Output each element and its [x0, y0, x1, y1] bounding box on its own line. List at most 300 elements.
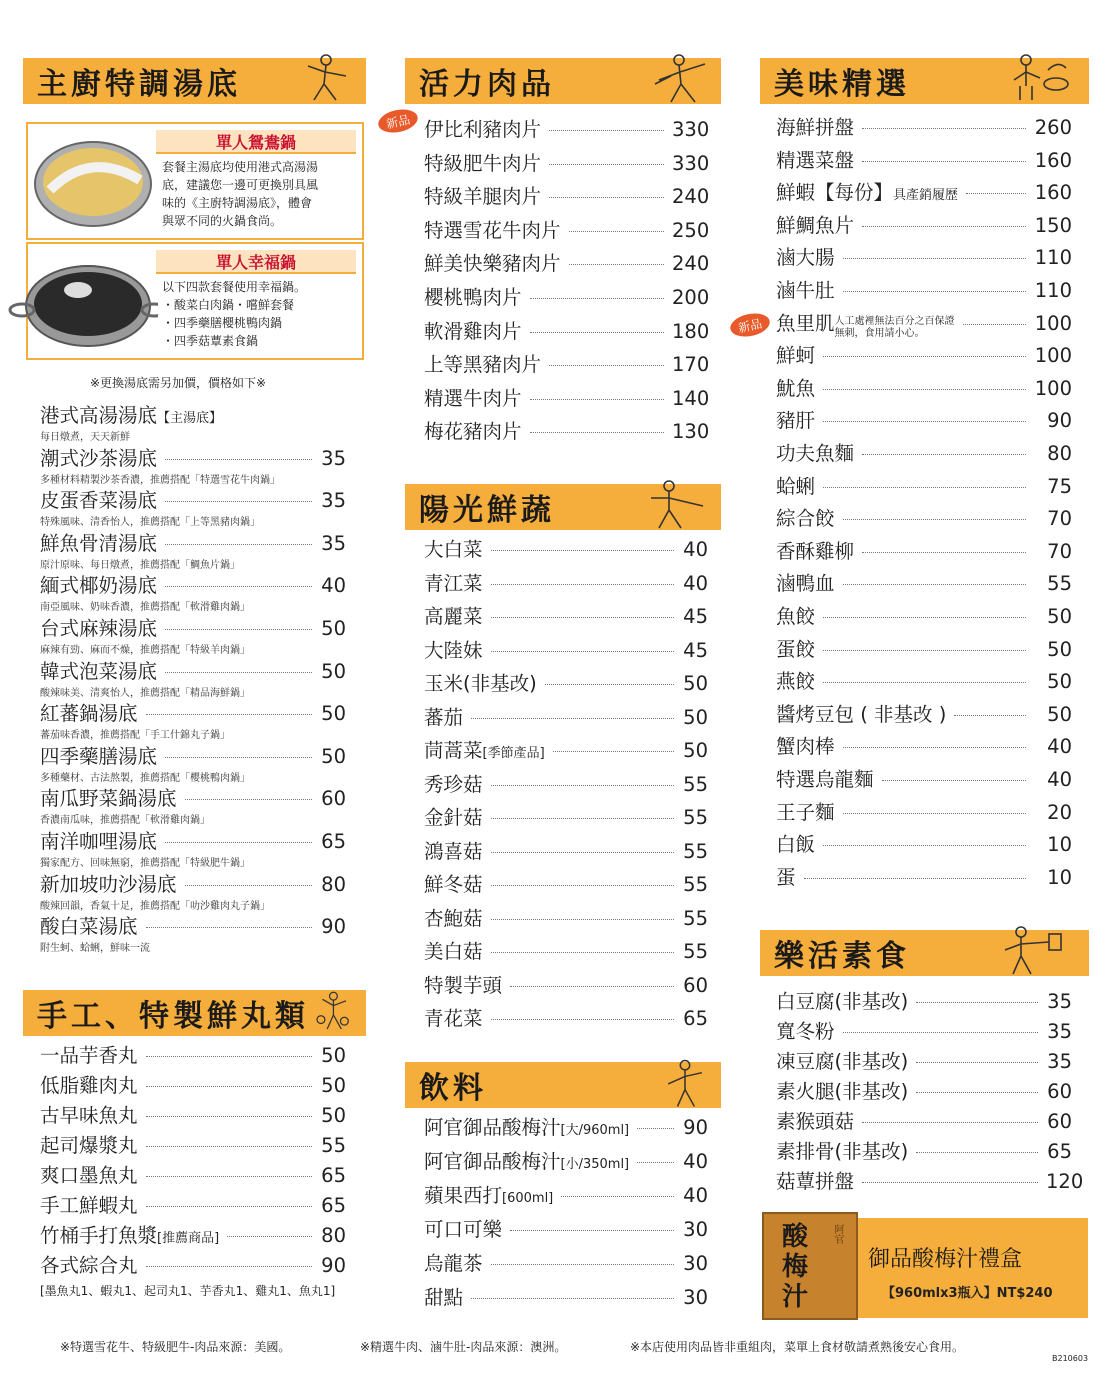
item-price: 35 [1047, 1020, 1072, 1043]
item-name: 蛋 [776, 865, 796, 889]
item-price: 60 [1047, 1110, 1072, 1133]
leader-dots [491, 651, 674, 652]
menu-item [40, 917, 346, 937]
item-name: 特選烏龍麵 [776, 768, 874, 791]
leader-dots [549, 130, 664, 131]
menu-item [424, 120, 708, 140]
menu-item [424, 187, 708, 207]
item-price: 40 [683, 538, 708, 561]
swordsman-icon [651, 50, 715, 108]
leader-dots [491, 785, 674, 786]
menu-item [40, 872, 346, 896]
item-description: 蕃茄味香濃，推薦搭配「手工什錦丸子鍋」 [40, 730, 230, 742]
item-name: 功夫魚麵 [776, 442, 855, 465]
item-price: 65 [683, 1007, 708, 1030]
leader-dots [165, 842, 312, 843]
menu-item [776, 539, 1072, 563]
item-name: 豬肝 [776, 409, 816, 433]
header-soup-title: 主廚特調湯底 [37, 67, 241, 102]
leader-dots [165, 544, 312, 545]
leader-dots [954, 715, 1026, 716]
item-price: 80 [321, 872, 346, 896]
menu-item [424, 386, 710, 410]
item-name: 阿官御品酸梅汁 [424, 1116, 561, 1139]
item-price: 110 [1034, 246, 1072, 270]
item-description: 附生蚵、蛤蜊，鮮味一流 [40, 943, 150, 955]
pot-text-line: ・四季菇蕈素食鍋 [162, 334, 259, 348]
menu-item [40, 1226, 346, 1246]
item-description: 麻辣有勁、麻而不燥，推薦搭配「特級羊肉鍋」 [40, 645, 250, 656]
menu-item [776, 148, 1072, 172]
item-price: 35 [1047, 1050, 1072, 1073]
menu-item [424, 319, 710, 343]
drinker-icon [655, 1054, 715, 1112]
item-price: 50 [683, 739, 708, 762]
leader-dots [185, 885, 312, 886]
item-name: 櫻桃鴨肉片 [424, 286, 522, 309]
item-name: 緬式椰奶湯底 [40, 574, 158, 598]
leader-dots [165, 629, 312, 630]
item-price: 30 [683, 1218, 708, 1241]
item-name: 烏龍茶 [424, 1252, 483, 1275]
item-price: 80 [321, 1224, 346, 1247]
item-price: 120 [1046, 1170, 1084, 1193]
leader-dots [862, 454, 1026, 455]
item-note: 【主湯底】 [157, 411, 223, 426]
new-badge: 新品 [376, 106, 420, 136]
item-price: 10 [1047, 865, 1072, 889]
leader-dots [916, 1062, 1038, 1063]
leader-dots [823, 421, 1026, 422]
item-price: 55 [683, 772, 708, 796]
header-veg-title: 陽光鮮蔬 [419, 493, 555, 528]
header-meat-title: 活力肉品 [419, 67, 555, 102]
leader-dots [146, 1116, 312, 1117]
item-description: 特殊風味、清香怡人，推薦搭配「上等黑豬肉鍋」 [40, 517, 260, 529]
leader-dots [146, 1146, 312, 1147]
leader-dots [843, 813, 1026, 814]
leader-dots [862, 226, 1026, 227]
item-name: 鮮鯛魚片 [776, 213, 855, 237]
item-price: 50 [1047, 670, 1072, 694]
item-price: 40 [1047, 735, 1072, 759]
juggler-icon [310, 982, 360, 1040]
item-price: 200 [672, 286, 710, 309]
menu-item [424, 540, 708, 560]
item-price: 250 [672, 218, 710, 242]
item-name: 起司爆漿丸 [40, 1134, 138, 1157]
menu-item [776, 835, 1072, 855]
leader-dots [561, 1196, 674, 1197]
menu-item [40, 1106, 346, 1126]
item-name: 滷牛肚 [776, 279, 835, 302]
item-price: 50 [321, 702, 346, 726]
item-price: 70 [1047, 507, 1072, 531]
item-price: 50 [683, 705, 708, 729]
leader-dots [549, 365, 664, 366]
menu-item [40, 1256, 346, 1276]
item-price: 55 [1047, 572, 1072, 596]
item-name: 王子麵 [776, 800, 835, 824]
item-note: [大/960ml] [560, 1123, 630, 1138]
item-name: 各式綜合丸 [40, 1254, 138, 1277]
item-price: 50 [1047, 605, 1072, 628]
menu-item [424, 254, 708, 274]
header-drinks-title: 飲料 [419, 1071, 487, 1106]
item-name: 紅蕃鍋湯底 [40, 702, 138, 726]
item-name: 鮮冬菇 [424, 873, 483, 896]
item-price: 50 [321, 1104, 346, 1127]
item-name: 蕃茄 [424, 705, 464, 729]
pot-box-happiness [26, 242, 364, 360]
leader-dots [823, 682, 1026, 683]
soup-note: ※更換湯底需另加價，價格如下※ [90, 376, 267, 390]
item-price: 130 [672, 420, 710, 444]
leader-dots [165, 672, 312, 673]
leader-dots [823, 487, 1026, 488]
menu-item [40, 576, 346, 596]
item-price: 140 [672, 386, 710, 410]
item-name: 寬冬粉 [776, 1020, 835, 1043]
leader-dots [491, 818, 674, 819]
leader-dots [916, 1152, 1038, 1153]
menu-item [424, 674, 708, 694]
leader-dots [491, 550, 674, 551]
item-name: 爽口墨魚丸 [40, 1164, 138, 1187]
item-note: [季節產品] [482, 746, 545, 761]
chef-icon [995, 50, 1085, 108]
menu-item [424, 1186, 708, 1206]
item-name: 茼蒿菜 [424, 739, 483, 762]
item-description: 原汁原味、每日燉煮，推薦搭配「鯛魚片鍋」 [40, 559, 240, 571]
leader-dots [823, 389, 1026, 390]
menu-item [40, 1046, 346, 1066]
menu-item [424, 638, 708, 662]
item-name: 可口可樂 [424, 1218, 503, 1241]
pot-text-line: 與眾不同的火鍋食尚。 [162, 214, 283, 228]
item-name: 白飯 [776, 833, 816, 857]
item-price: 90 [321, 915, 346, 939]
item-name: 魚餃 [776, 605, 816, 628]
item-price: 100 [1034, 344, 1072, 368]
leader-dots [637, 1162, 674, 1163]
fencer-icon [983, 922, 1083, 980]
item-name: 特級肥牛肉片 [424, 151, 542, 175]
header-soup [23, 58, 366, 104]
item-price: 60 [683, 973, 708, 997]
menu-item [776, 637, 1072, 661]
item-price: 160 [1034, 181, 1072, 205]
menu-item [776, 702, 1072, 726]
leader-dots [146, 927, 312, 928]
leader-dots [491, 1264, 674, 1265]
item-name: 玉米(非基改) [424, 672, 537, 695]
item-name: 新加坡叻沙湯底 [40, 872, 177, 896]
item-name: 素火腿(非基改) [776, 1080, 909, 1103]
menu-item [40, 789, 346, 809]
item-name: 特選雪花牛肉片 [424, 218, 561, 242]
item-name: 秀珍菇 [424, 772, 483, 796]
item-name: 精選牛肉片 [424, 386, 522, 410]
leader-dots [882, 780, 1026, 781]
item-name: 梅花豬肉片 [424, 420, 522, 444]
pot-text [162, 278, 306, 350]
leader-dots [165, 586, 312, 587]
item-price: 160 [1034, 148, 1072, 172]
menu-item [424, 1254, 708, 1274]
leader-dots [471, 1298, 674, 1299]
leader-dots [165, 459, 312, 460]
item-price: 20 [1047, 800, 1072, 824]
pot-text-line: ・酸菜白肉鍋・嚐鮮套餐 [162, 298, 295, 312]
menu-item [40, 531, 346, 555]
item-name: 鮮魚骨清湯底 [40, 531, 158, 555]
item-price: 60 [321, 787, 346, 811]
item-name: 手工鮮蝦丸 [40, 1194, 138, 1217]
item-name: 香酥雞柳 [776, 539, 855, 563]
item-name: 蛤蜊 [776, 474, 816, 498]
leader-dots [530, 332, 664, 333]
menu-item [40, 1196, 346, 1216]
item-name: 滷鴨血 [776, 572, 835, 596]
menu-item [776, 444, 1072, 464]
header-vegan-title: 樂活素食 [774, 939, 910, 974]
item-name: 精選菜盤 [776, 148, 855, 172]
item-name: 低脂雞肉丸 [40, 1074, 138, 1097]
item-price: 40 [683, 1150, 708, 1173]
item-price: 30 [683, 1286, 708, 1309]
item-name: 港式高湯湯底 [40, 404, 158, 427]
menu-item [424, 1118, 708, 1138]
leader-dots [823, 650, 1026, 651]
item-price: 35 [321, 531, 346, 555]
leader-dots [227, 1236, 312, 1237]
leader-dots [843, 1032, 1038, 1033]
menu-item [424, 772, 708, 796]
item-price: 40 [683, 571, 708, 595]
item-name: 特級羊腿肉片 [424, 185, 542, 209]
item-name: 魚里肌 [776, 311, 835, 335]
item-price: 150 [1034, 213, 1072, 237]
menu-item [424, 808, 708, 828]
menu-item [776, 865, 1072, 889]
leader-dots [843, 747, 1026, 748]
item-name: 鴻喜菇 [424, 839, 483, 863]
item-price: 65 [1047, 1140, 1072, 1163]
item-price: 180 [672, 319, 710, 343]
item-name: 潮式沙茶湯底 [40, 446, 158, 470]
item-price: 50 [321, 659, 346, 683]
item-name: 青江菜 [424, 571, 483, 595]
pot-text-line: 味的《主廚特調湯底》，體會 [162, 196, 313, 210]
item-name: 蟹肉棒 [776, 735, 835, 759]
item-note: 具產銷履歷 [893, 188, 959, 204]
gift-title: 御品酸梅汁禮盒 [868, 1247, 1023, 1272]
menu-item [424, 422, 708, 442]
item-price: 110 [1034, 279, 1072, 302]
menu-item [776, 737, 1072, 757]
pot-text [162, 158, 318, 230]
yuanyang-pot-icon [30, 130, 156, 236]
leader-dots [530, 298, 664, 299]
menu-item [424, 741, 708, 761]
item-description: 香濃南瓜味，推薦搭配「軟滑雞肉鍋」 [40, 815, 210, 827]
happiness-pot-icon [8, 250, 158, 356]
item-name: 凍豆腐(非基改) [776, 1050, 909, 1073]
item-name: 大陸妹 [424, 638, 483, 662]
leader-dots [491, 885, 674, 886]
menu-item [40, 832, 346, 852]
menu-item [776, 346, 1072, 366]
menu-item [424, 1288, 708, 1308]
gift-box-image [762, 1212, 858, 1320]
item-note: 人工處裡無法百分之百保證 無刺，食用請小心。 [834, 315, 955, 339]
item-name: 甜點 [424, 1286, 464, 1309]
item-price: 100 [1034, 376, 1072, 400]
menu-item [424, 906, 708, 930]
menu-code: B210603 [1052, 1354, 1089, 1363]
leader-dots [146, 1176, 312, 1177]
menu-item [424, 151, 710, 175]
balls-note: [墨魚丸1、蝦丸1、起司丸1、芋香丸1、雞丸1、魚丸1] [40, 1284, 336, 1298]
item-name: 皮蛋香菜湯底 [40, 489, 158, 513]
new-badge: 新品 [728, 310, 772, 340]
item-price: 90 [1047, 409, 1072, 433]
item-description: 多種藥材、古法熬製，推薦搭配「櫻桃鴨肉鍋」 [40, 772, 250, 784]
leader-dots [843, 584, 1026, 585]
item-name: 特製芋頭 [424, 973, 503, 997]
menu-item [40, 744, 346, 768]
item-price: 65 [321, 1194, 346, 1217]
item-price: 35 [1047, 990, 1072, 1013]
item-price: 60 [1047, 1080, 1072, 1103]
leader-dots [963, 324, 1026, 325]
menu-item [40, 491, 346, 511]
item-name: 一品芋香丸 [40, 1044, 138, 1067]
header-meat [405, 58, 721, 104]
menu-item [776, 672, 1072, 692]
item-price: 50 [1047, 637, 1072, 661]
item-name: 高麗菜 [424, 605, 483, 628]
leader-dots [843, 291, 1026, 292]
menu-item [40, 1076, 346, 1096]
menu-item [776, 1082, 1072, 1102]
leader-dots [823, 617, 1026, 618]
item-price: 45 [683, 638, 708, 662]
gift-box-label: 酸梅汁 [782, 1222, 809, 1312]
menu-item [40, 704, 346, 724]
leader-dots [491, 919, 674, 920]
item-name: 南瓜野菜鍋湯底 [40, 787, 177, 811]
item-description: 多種材料精製沙茶香濃，推薦搭配「特選雪花牛肉鍋」 [40, 474, 280, 486]
item-description: 每日燉煮，天天新鮮 [40, 432, 130, 443]
item-price: 55 [683, 839, 708, 863]
leader-dots [185, 799, 312, 800]
item-price: 50 [321, 1074, 346, 1097]
menu-item [776, 1052, 1072, 1072]
menu-item [776, 574, 1072, 594]
item-name: 竹桶手打魚漿 [40, 1224, 158, 1247]
item-price: 240 [672, 185, 710, 209]
pot-box-yuanyang [26, 122, 364, 240]
item-name: 金針菇 [424, 806, 483, 829]
footer-note-1: ※特選雪花牛、特級肥牛-肉品來源：美國。 [60, 1340, 291, 1354]
menu-item [776, 1022, 1072, 1042]
header-balls [23, 990, 366, 1036]
header-vegan [760, 930, 1089, 976]
item-description: 獨家配方、回味無窮，推薦搭配「特級肥牛鍋」 [40, 858, 250, 869]
item-name: 鮮蚵 [776, 344, 816, 368]
item-price: 40 [683, 1184, 708, 1207]
menu-item [424, 1220, 708, 1240]
menu-item [40, 619, 346, 639]
menu-item [424, 218, 710, 242]
leader-dots [491, 952, 674, 953]
menu-item [776, 213, 1072, 237]
item-price: 45 [683, 605, 708, 628]
menu-item [776, 411, 1072, 431]
leader-dots [804, 878, 1026, 879]
pot-text-line: 套餐主湯底均使用港式高湯湯 [162, 160, 319, 174]
menu-item [40, 1166, 346, 1186]
leader-dots [165, 501, 312, 502]
menu-item [424, 1009, 708, 1029]
leader-dots [862, 128, 1026, 129]
item-price: 55 [683, 940, 708, 963]
item-name: 伊比利豬肉片 [424, 118, 542, 141]
item-name: 古早味魚丸 [40, 1104, 138, 1127]
item-name: 綜合餃 [776, 507, 835, 531]
menu-item [424, 839, 708, 863]
item-name: 美白菇 [424, 940, 483, 963]
leader-dots [471, 718, 674, 719]
leader-dots [862, 552, 1026, 553]
item-name: 蛋餃 [776, 637, 816, 661]
item-price: 260 [1034, 116, 1072, 139]
item-name: 軟滑雞肉片 [424, 319, 522, 343]
menu-item [424, 973, 708, 997]
leader-dots [491, 1019, 674, 1020]
leader-dots [146, 1086, 312, 1087]
header-veg [405, 484, 721, 530]
item-price: 50 [321, 744, 346, 768]
menu-item [776, 770, 1072, 790]
item-price: 90 [683, 1116, 708, 1139]
item-description: 酸辣回韻，香氣十足，推薦搭配「叻沙雞肉丸子鍋」 [40, 900, 270, 912]
item-name: 大白菜 [424, 538, 483, 561]
item-name: 鮮蝦【每份】 [776, 181, 894, 205]
item-name: 海鮮拼盤 [776, 116, 855, 139]
menu-item [776, 1112, 1072, 1132]
gift-box-brand: 阿官 [832, 1224, 843, 1244]
item-name: 菇蕈拼盤 [776, 1170, 855, 1193]
leader-dots [823, 845, 1026, 846]
dancer-icon [296, 50, 360, 108]
item-name: 韓式泡菜湯底 [40, 659, 158, 683]
item-name: 酸白菜湯底 [40, 915, 138, 939]
item-note: [小/350ml] [560, 1157, 630, 1172]
item-price: 90 [321, 1254, 346, 1277]
item-description: 酸辣味美、清爽怡人，推薦搭配「精品海鮮鍋」 [40, 687, 250, 699]
menu-item [776, 800, 1072, 824]
item-name: 上等黑豬肉片 [424, 353, 542, 377]
footer-note-3: ※本店使用肉品皆非重組肉，菜單上食材敬請煮熟後安心食用。 [630, 1340, 965, 1354]
leader-dots [823, 356, 1026, 357]
item-price: 55 [683, 806, 708, 829]
leader-dots [569, 231, 664, 232]
item-price: 170 [672, 353, 710, 377]
leader-dots [530, 432, 664, 433]
